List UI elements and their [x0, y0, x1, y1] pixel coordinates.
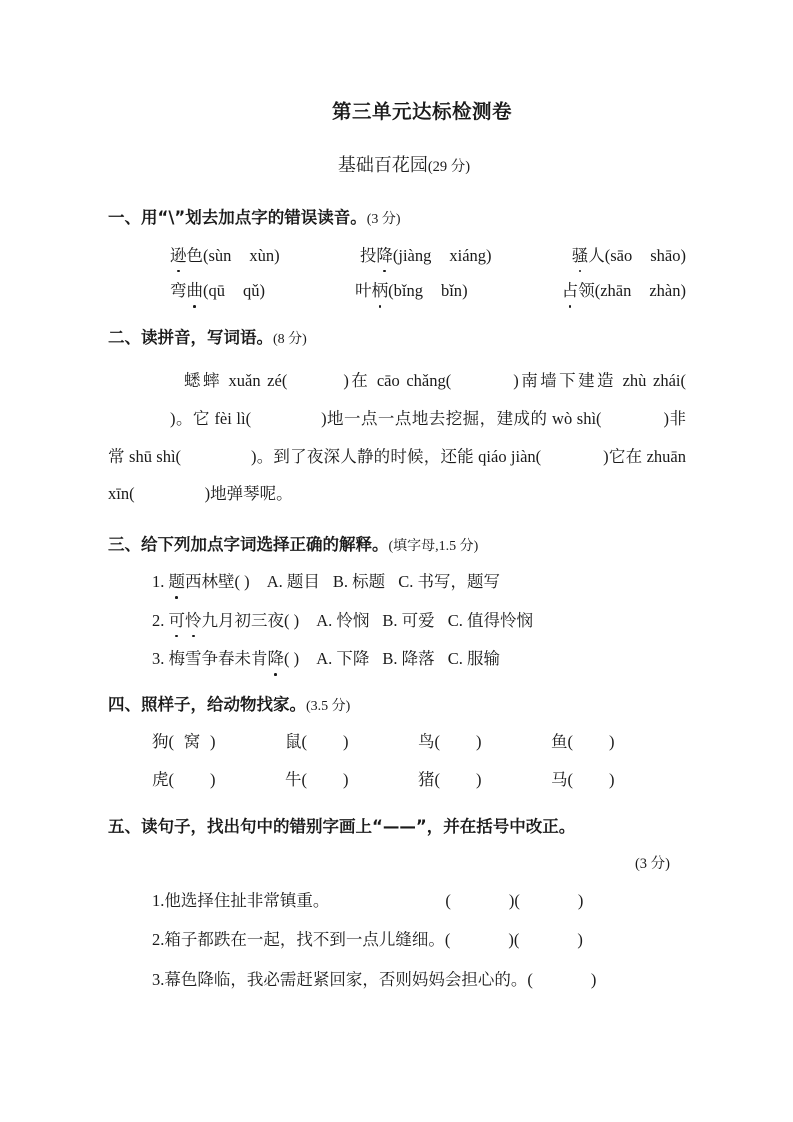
mc-option[interactable]: B. 标题: [332, 572, 386, 592]
section-5-title: 读句子，找出句中的错别字画上“——”，并在括号中改正。: [141, 817, 576, 837]
animal-row: [108, 767, 686, 793]
reading-option-2[interactable]: xiáng: [449, 245, 487, 265]
reading-close: ): [259, 281, 265, 301]
pinyin-item[interactable]: [572, 243, 686, 269]
reading-option-1[interactable]: jiàng: [398, 245, 432, 265]
answer-paren[interactable]: ( ): [284, 610, 300, 630]
reading-option-1[interactable]: sùn: [208, 245, 232, 265]
section-2: [108, 326, 686, 513]
animal-row: [108, 729, 686, 755]
reading-open: (: [203, 281, 209, 301]
section-3-heading: [108, 533, 686, 558]
passage-text-6: )非常 shū shì(: [108, 408, 686, 466]
mc-number: 2.: [152, 610, 165, 630]
section-1: [108, 206, 686, 305]
answer-paren[interactable]: ( ): [284, 649, 300, 669]
section-3-title: 给下列加点字词选择正确的解释。: [141, 534, 389, 554]
reading-option-1[interactable]: qū: [208, 281, 225, 301]
section-3-number: 三、: [108, 534, 141, 554]
marked-char: 占: [562, 278, 579, 304]
section-4-number: 四、: [108, 694, 141, 714]
section-2-score: (8 分): [273, 331, 307, 347]
animal-item[interactable]: 鼠( ): [285, 732, 349, 752]
section-2-number: 二、: [108, 327, 141, 347]
section-2-title: 读拼音，写词语。: [141, 327, 273, 347]
animal-name: 鸟: [418, 732, 435, 752]
sentence-text[interactable]: 他选择住扯非常镇重。: [164, 890, 330, 910]
marked-char: 怜: [185, 608, 202, 634]
marked-char: 柄: [372, 278, 389, 304]
animal-name: 鱼: [551, 732, 568, 752]
page-content: [108, 96, 686, 1014]
reading-close: ): [462, 281, 468, 301]
section-5-score: (3 分): [634, 855, 670, 872]
reading-option-1[interactable]: zhān: [600, 281, 632, 301]
reading-close: ): [486, 245, 492, 265]
section-4-heading: [108, 693, 686, 718]
marked-char: 逊: [170, 243, 187, 269]
animal-answer[interactable]: 窝: [183, 732, 201, 752]
plain-char: 领: [578, 281, 595, 301]
fill-in-passage: [108, 362, 686, 512]
mc-option[interactable]: C. 书写，题写: [398, 572, 500, 592]
pinyin-row: [108, 278, 686, 304]
reading-option-2[interactable]: qǔ: [243, 281, 260, 301]
plain-char: 叶: [355, 281, 372, 301]
passage-text-4: )。它 fèi lì(: [170, 408, 252, 428]
pinyin-row: [108, 243, 686, 269]
correction-item: 1.他选择住扯非常镇重。 ( )( ): [108, 888, 686, 914]
sentence-text[interactable]: 幕色降临，我必需赶紧回家，否则妈妈会担心的。: [164, 969, 528, 989]
reading-close: ): [680, 281, 686, 301]
passage-text-1: 蟋蟀 xuǎn zé(: [184, 371, 288, 391]
pinyin-item[interactable]: [170, 278, 355, 304]
mc-item: [108, 646, 686, 672]
marked-char: 曲: [187, 278, 204, 304]
item-number: 3.: [152, 969, 165, 989]
section-1-title: 用“\”划去加点字的错误读音。: [141, 208, 367, 227]
animal-name: 牛: [285, 769, 302, 789]
reading-open: (: [392, 245, 399, 265]
mc-stem-text: 九月初三夜: [201, 610, 284, 630]
mc-number: 3.: [152, 649, 165, 669]
pinyin-item[interactable]: [562, 278, 686, 304]
reading-open: (: [594, 281, 601, 301]
page-subtitle: [108, 151, 686, 177]
answer-paren[interactable]: ( ): [234, 572, 250, 592]
mc-option[interactable]: A. 下降: [316, 649, 370, 669]
mc-option[interactable]: B. 降落: [382, 649, 435, 669]
section-5-number: 五、: [108, 817, 141, 837]
reading-option-2[interactable]: bǐn: [440, 281, 463, 301]
section-5: [108, 815, 686, 993]
passage-text-3: )南墙下建造 zhù zhái(: [513, 371, 686, 391]
section-1-number: 一、: [108, 208, 141, 227]
animal-name: 狗: [152, 732, 169, 752]
sentence-text[interactable]: 箱子都跌在一起，找不到一点儿缝细。: [164, 930, 445, 950]
reading-option-2[interactable]: shāo: [650, 245, 681, 265]
marked-char: 降: [376, 243, 393, 269]
animal-item[interactable]: 马( ): [551, 769, 615, 789]
item-number: 1.: [152, 890, 165, 910]
section-2-heading: [108, 326, 686, 351]
section-3-score: (填字母,1.5 分): [388, 538, 479, 554]
animal-name: 虎: [152, 769, 169, 789]
subtitle-text: 基础百花园: [337, 155, 428, 175]
plain-char: 弯: [170, 281, 187, 301]
correction-item: 2.箱子都跌在一起，找不到一点儿缝细。( )( ): [108, 927, 686, 953]
mc-option[interactable]: C. 服输: [447, 649, 500, 669]
mc-stem-text: 西林壁: [185, 572, 235, 592]
section-3: [108, 533, 686, 673]
mc-number: 1.: [152, 572, 165, 592]
marked-char: 题: [169, 569, 186, 595]
passage-text-2: )在 cāo chǎng(: [343, 371, 452, 391]
plain-char: 色: [186, 245, 203, 265]
marked-char: 骚: [572, 243, 589, 269]
passage-text-5: )地一点一点地去挖掘，建成的 wò shì(: [321, 408, 602, 428]
animal-name: 鼠: [285, 732, 302, 752]
mc-option[interactable]: C. 值得怜悯: [447, 610, 533, 630]
passage-text-8: )它在 zhuān xīn(: [108, 446, 686, 504]
mc-option[interactable]: B. 可爱: [382, 610, 435, 630]
section-4-score: (3.5 分): [306, 698, 351, 714]
pinyin-item[interactable]: [355, 278, 562, 304]
mc-item: [108, 608, 686, 634]
section-4: [108, 693, 686, 794]
section-1-heading: [108, 206, 686, 231]
plain-char: 人: [588, 245, 605, 265]
marked-char: 可: [169, 608, 186, 634]
correction-item: 3.幕色降临，我必需赶紧回家，否则妈妈会担心的。( ): [108, 967, 686, 993]
subtitle-score: (29 分): [427, 159, 471, 175]
animal-item[interactable]: 鸟( ): [418, 732, 482, 752]
item-number: 2.: [152, 930, 165, 950]
reading-open: (: [388, 281, 394, 301]
animal-name: 马: [551, 769, 568, 789]
animal-item[interactable]: 猪( ): [418, 769, 482, 789]
animal-item[interactable]: 鱼( ): [551, 732, 615, 752]
reading-close: ): [680, 245, 686, 265]
reading-close: ): [274, 245, 280, 265]
animal-item[interactable]: 狗( 窝 ): [152, 729, 285, 755]
passage-text-7: )。到了夜深人静的时候，还能 qiáo jiàn(: [251, 446, 542, 466]
reading-open: (: [604, 245, 611, 265]
animal-item[interactable]: 虎( ): [152, 769, 216, 789]
section-5-heading: [108, 815, 686, 840]
reading-option-1[interactable]: sāo: [610, 245, 633, 265]
section-1-score: (3 分): [366, 212, 401, 227]
page-title: 第三单元达标检测卷: [331, 100, 512, 123]
animal-item[interactable]: 牛( ): [285, 769, 349, 789]
plain-char: 投: [359, 245, 377, 265]
mc-stem-text: 梅雪争春未肯: [168, 649, 268, 669]
animal-name: 猪: [418, 769, 435, 789]
pinyin-item[interactable]: [170, 243, 360, 269]
pinyin-item[interactable]: [360, 243, 572, 269]
reading-option-2[interactable]: xùn: [249, 245, 275, 265]
mc-option[interactable]: A. 题目: [266, 572, 320, 592]
mc-item: [108, 569, 686, 595]
passage-text-9: )地弹琴呢。: [204, 484, 293, 504]
reading-option-1[interactable]: bǐng: [393, 281, 423, 301]
section-4-title: 照样子，给动物找家。: [141, 694, 306, 714]
reading-option-2[interactable]: zhàn: [649, 281, 681, 301]
reading-open: (: [203, 245, 209, 265]
marked-char: 降: [268, 646, 285, 672]
mc-option[interactable]: A. 怜悯: [316, 610, 370, 630]
